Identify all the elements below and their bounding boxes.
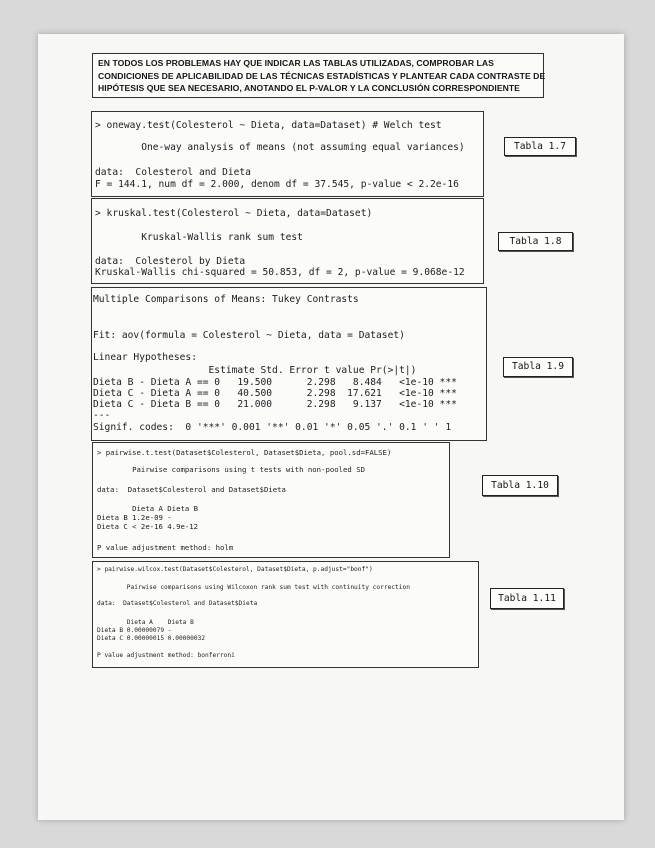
code-line: Signif. codes: 0 '***' 0.001 '**' 0.01 '*' 0.05 '.' 0.1 ' ' 1	[93, 422, 452, 433]
instructions-line: EN TODOS LOS PROBLEMAS HAY QUE INDICAR LAS TABLAS UTILIZADAS, COMPROBAR LAS	[98, 58, 494, 68]
code-line: Dieta A Dieta B	[97, 619, 194, 626]
code-line: Estimate Std. Error t value Pr(>|t|)	[93, 365, 417, 376]
code-line: Multiple Comparisons of Means: Tukey Contrasts	[93, 294, 359, 305]
code-line: Dieta B 1.2e-09 -	[97, 513, 172, 522]
table-label-1-11: Tabla 1.11	[490, 588, 564, 609]
code-line: Dieta B 0.00000079 -	[97, 627, 172, 634]
code-line: F = 144.1, num df = 2.000, denom df = 37.545, p-value < 2.2e-16	[95, 179, 459, 190]
code-line: > kruskal.test(Colesterol ~ Dieta, data=Dataset)	[95, 208, 373, 219]
r-output-pairwise-t	[92, 442, 450, 558]
instructions-line: CONDICIONES DE APLICABILIDAD DE LAS TÉCNICAS ESTADÍSTICAS Y PLANTEAR CADA CONTRASTE DE	[98, 70, 546, 81]
instructions-box	[92, 53, 544, 98]
code-line: P value adjustment method: holm	[97, 543, 234, 552]
code-line: data: Colesterol and Dieta	[95, 167, 251, 178]
code-line: data: Dataset$Colesterol and Dataset$Dieta	[97, 485, 286, 494]
code-line: data: Colesterol by Dieta	[95, 256, 246, 267]
code-line: Dieta A Dieta B	[97, 504, 199, 513]
code-line: Dieta C - Dieta B == 0 21.000 2.298 9.137 <1e-10 ***	[93, 399, 457, 410]
r-output-oneway	[91, 111, 484, 197]
code-line: data: Dataset$Colesterol and Dataset$Dieta	[97, 600, 258, 607]
code-line: Fit: aov(formula = Colesterol ~ Dieta, data = Dataset)	[93, 330, 405, 341]
code-line: Kruskal-Wallis rank sum test	[95, 232, 303, 243]
code-line: Dieta C < 2e-16 4.9e-12	[97, 522, 199, 531]
r-output-pairwise-wilcox	[92, 561, 479, 668]
r-output-kruskal	[91, 198, 484, 284]
table-label-1-10: Tabla 1.10	[482, 475, 558, 496]
table-label-1-8: Tabla 1.8	[498, 232, 573, 251]
code-line: Dieta C - Dieta A == 0 40.500 2.298 17.621 <1e-10 ***	[93, 388, 457, 399]
code-line: ---	[93, 410, 111, 421]
code-line: Kruskal-Wallis chi-squared = 50.853, df = 2, p-value = 9.068e-12	[95, 267, 465, 278]
code-line: Pairwise comparisons using Wilcoxon rank sum test with continuity correction	[97, 584, 410, 591]
code-line: > pairwise.t.test(Dataset$Colesterol, Dataset$Dieta, pool.sd=FALSE)	[97, 448, 392, 457]
table-label-1-9: Tabla 1.9	[503, 357, 573, 377]
code-line: > oneway.test(Colesterol ~ Dieta, data=Dataset) # Welch test	[95, 120, 442, 131]
code-line: Linear Hypotheses:	[93, 352, 197, 363]
code-line: Dieta C 0.00000015 0.00000032	[97, 635, 206, 642]
code-line: Dieta B - Dieta A == 0 19.500 2.298 8.484 <1e-10 ***	[93, 377, 457, 388]
code-line: Pairwise comparisons using t tests with non-pooled SD	[97, 465, 365, 474]
table-label-1-7: Tabla 1.7	[504, 137, 576, 156]
code-line: P value adjustment method: bonferroni	[97, 652, 235, 659]
code-line: > pairwise.wilcox.test(Dataset$Colesterol, Dataset$Dieta, p.adjust="bonf")	[97, 566, 373, 573]
code-line: One-way analysis of means (not assuming equal variances)	[95, 142, 465, 153]
r-output-tukey	[91, 287, 487, 441]
instructions-line: HIPÓTESIS QUE SEA NECESARIO, ANOTANDO EL P-VALOR Y LA CONCLUSIÓN CORRESPONDIENTE	[98, 83, 520, 93]
